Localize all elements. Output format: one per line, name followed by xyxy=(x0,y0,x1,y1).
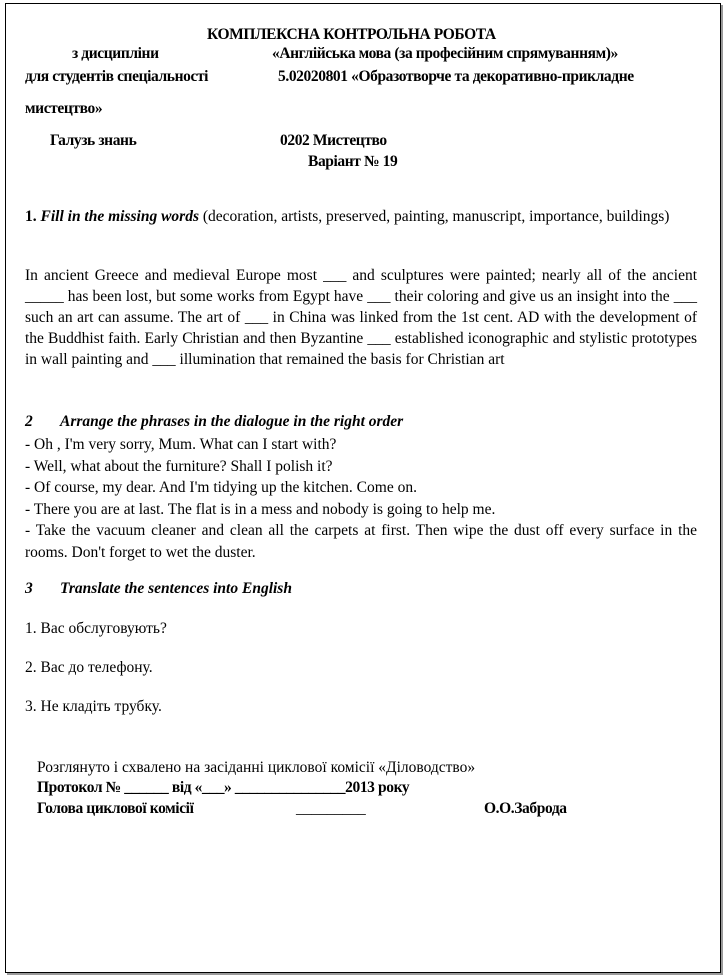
variant-number: Варіант № 19 xyxy=(308,153,398,170)
dialogue-line: - There you are at last. The flat is in a mess and nobody is going to help me. xyxy=(25,500,496,518)
document-title: КОМПЛЕКСНА КОНТРОЛЬНА РОБОТА xyxy=(207,26,496,43)
task2-instruction: Arrange the phrases in the dialogue in the right order xyxy=(60,413,404,430)
task1-heading xyxy=(25,206,697,227)
dialogue-line: - Take the vacuum cleaner and clean all the carpets at first. Then wipe the dust off every surface in the rooms. Don't forget to wet the duster. xyxy=(25,522,697,561)
dialogue-line: - Well, what about the furniture? Shall I polish it? xyxy=(25,457,333,475)
dialogue-list xyxy=(25,434,697,563)
specialty-value: 5.02020801 «Образотворче та декоративно-прикладне xyxy=(278,68,634,85)
commission-head-label: Голова циклової комісії xyxy=(37,800,194,817)
task2-heading xyxy=(25,413,403,431)
signature-line: _________ xyxy=(296,800,366,817)
task3-number: 3 xyxy=(25,580,33,597)
specialty-continuation: мистецтво» xyxy=(25,100,103,117)
approval-note: Розглянуто і схвалено на засіданні циклової комісії «Діловодство» xyxy=(37,759,476,776)
specialty-label: для студентів спеціальності xyxy=(25,68,209,85)
discipline-label: з дисципліни xyxy=(72,45,159,62)
field-value: 0202 Мистецтво xyxy=(280,132,387,149)
task3-heading xyxy=(25,580,292,598)
commission-head-name: О.О.Заброда xyxy=(484,800,567,817)
task3-sentence: 3. Не кладіть трубку. xyxy=(25,698,162,715)
task2-number: 2 xyxy=(25,413,33,430)
dialogue-line: - Of course, my dear. And I'm tidying up the kitchen. Come on. xyxy=(25,479,417,496)
task3-sentence: 1. Вас обслуговують? xyxy=(25,620,167,637)
dialogue-line: - Oh , I'm very sorry, Mum. What can I start with? xyxy=(25,436,337,453)
task1-instruction: Fill in the missing words xyxy=(40,208,199,225)
discipline-value: «Англійська мова (за професійним спрямуванням)» xyxy=(272,45,618,62)
task1-text: In ancient Greece and medieval Europe most ___ and sculptures were painted; nearly all of the ancient _____ has been lost, but some works from Egypt have ___ their coloring and give us an insight into the ___ such an art can assume. The art of ___ in China was linked from the 1st cent. AD with the development of the Buddhist faith. Early Christian and then Byzantine ___ established iconographic and stylistic prototypes in wall painting and ___ illumination that remained the basis for Christian art xyxy=(25,267,697,368)
field-label: Галузь знань xyxy=(50,132,137,149)
protocol-line: Протокол № ______ від «___» _______________2013 року xyxy=(37,779,410,796)
task3-instruction: Translate the sentences into English xyxy=(60,580,292,597)
task1-number: 1. xyxy=(25,208,37,225)
task3-sentence: 2. Вас до телефону. xyxy=(25,659,153,676)
task1-word-list: (decoration, artists, preserved, painting, manuscript, importance, buildings) xyxy=(202,208,670,225)
